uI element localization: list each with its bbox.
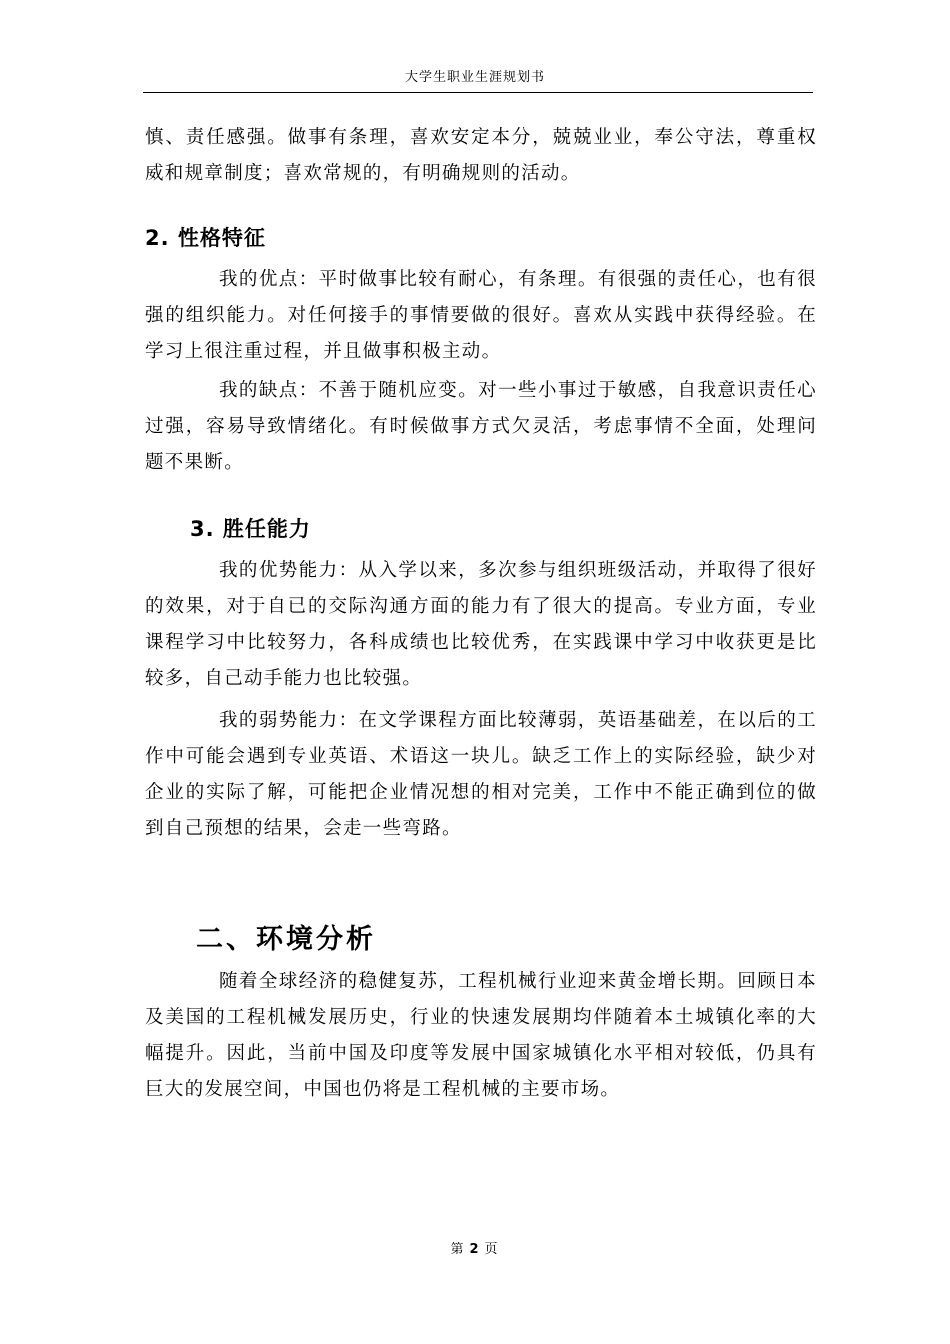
footer-suffix: 页: [484, 1242, 500, 1257]
paragraph-personality-weaknesses: 我的缺点：不善于随机应变。对一些小事过于敏感，自我意识责任心过强，容易导致情绪化。有时候做事方式欠灵活，考虑事情不全面，处理问题不果断。: [145, 380, 817, 473]
paragraph-competence-strengths: 我的优势能力：从入学以来，多次参与组织班级活动，并取得了很好的效果，对于自已的交际沟通方面的能力有了很大的提高。专业方面，专业课程学习中比较努力，各科成绩也比较优秀，在实践课中学习中收获更是比较多，自己动手能力也比较强。: [145, 560, 817, 689]
paragraph-competence-weaknesses: 我的弱势能力：在文学课程方面比较薄弱，英语基础差，在以后的工作中可能会遇到专业英语、术语这一块儿。缺乏工作上的实际经验，缺少对企业的实际了解，可能把企业情况想的相对完美，工作中不能正确到位的做到自己预想的结果，会走一些弯路。: [145, 710, 817, 839]
intro-continuation: 慎、责任感强。做事有条理，喜欢安定本分，兢兢业业，奉公守法，尊重权威和规章制度；喜欢常规的，有明确规则的活动。: [145, 127, 817, 184]
running-header: 大学生职业生涯规划书: [404, 70, 545, 85]
heading-personality: 2. 性格特征: [145, 226, 266, 250]
footer-prefix: 第: [450, 1242, 466, 1257]
page-number: 2: [469, 1242, 481, 1257]
heading-competence: 3. 胜任能力: [190, 517, 311, 541]
paragraph-personality-strengths: 我的优点：平时做事比较有耐心，有条理。有很强的责任心，也有很强的组织能力。对任何接手的事情要做的很好。喜欢从实践中获得经验。在学习上很注重过程，并且做事积极主动。: [145, 269, 817, 362]
header-rule: [143, 92, 813, 93]
heading-environment-analysis: 二、环境分析: [196, 924, 376, 955]
paragraph-environment: 随着全球经济的稳健复苏，工程机械行业迎来黄金增长期。回顾日本及美国的工程机械发展历史，行业的快速发展期均伴随着本土城镇化率的大幅提升。因此，当前中国及印度等发展中国家城镇化水平相对较低，仍具有巨大的发展空间，中国也仍将是工程机械的主要市场。: [145, 971, 817, 1100]
page-footer: [0, 1238, 950, 1257]
